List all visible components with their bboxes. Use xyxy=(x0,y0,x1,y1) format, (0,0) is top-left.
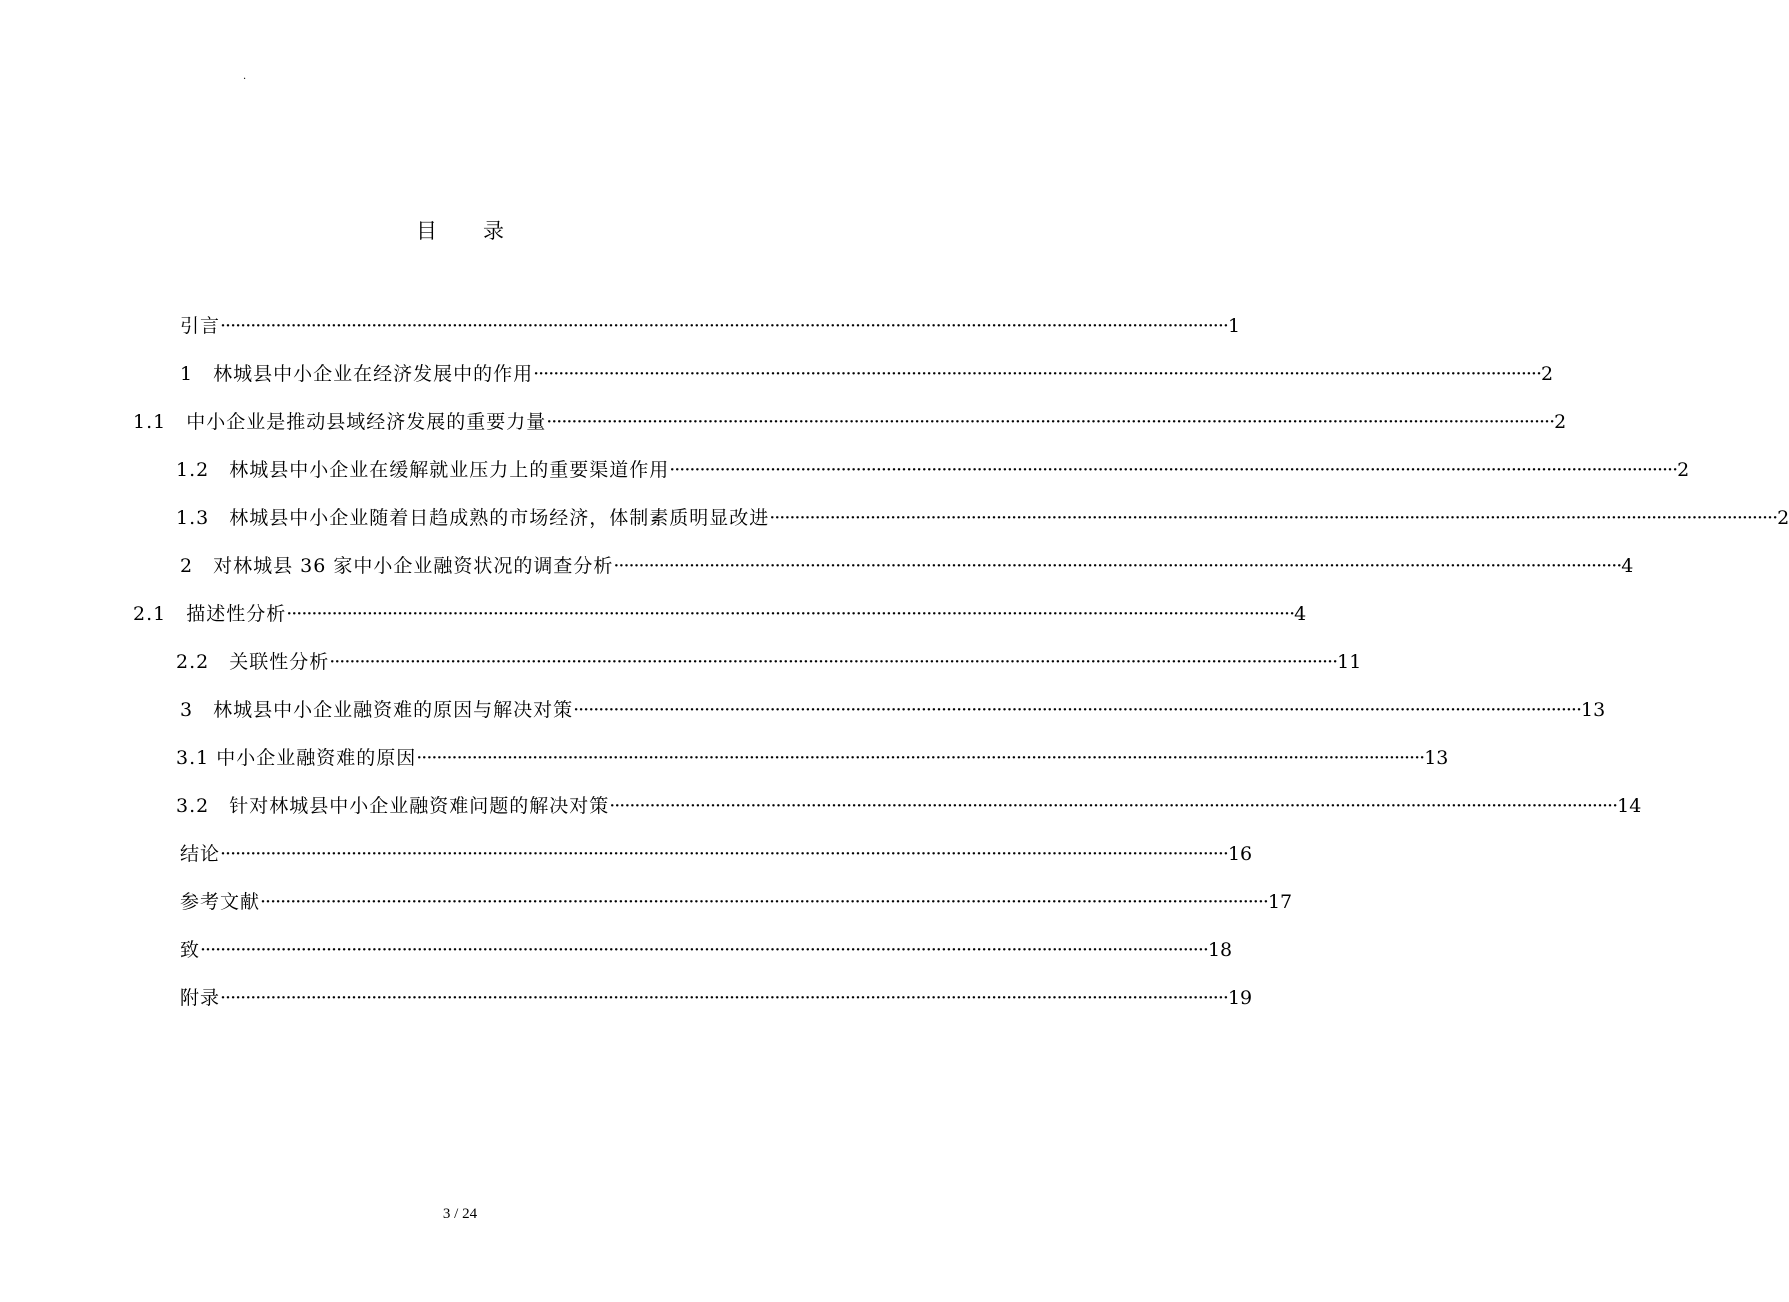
toc-entry-appendix[interactable] xyxy=(180,983,1253,1013)
toc-entry-section-2-2[interactable] xyxy=(176,647,1362,677)
toc-entry-page: 11 xyxy=(1337,651,1362,673)
toc-entry-page: 2 xyxy=(1777,507,1789,529)
toc-entry-page: 18 xyxy=(1207,939,1233,961)
toc-entry-page: 2 xyxy=(1554,411,1567,433)
toc-entry-label: 2 对林城县 36 家中小企业融资状况的调查分析 xyxy=(180,555,614,577)
toc-entry-page: 14 xyxy=(1617,795,1642,817)
toc-entry-page: 4 xyxy=(1621,555,1634,577)
toc-entry-label: 引言 xyxy=(180,315,221,337)
toc-leader-dots: ········································································································································································································ xyxy=(286,603,1295,625)
toc-leader-dots: ········································································································································································································ xyxy=(769,507,1778,529)
toc-entry-label: 参考文献 xyxy=(180,891,261,913)
page-title: 目录 xyxy=(416,219,550,243)
toc-entry-chapter-2[interactable] xyxy=(180,551,1634,581)
toc-entry-page: 16 xyxy=(1227,843,1253,865)
toc-entry-label: 1.1 中小企业是推动县域经济发展的重要力量 xyxy=(133,411,547,433)
toc-leader-dots: ········································································································································································································ xyxy=(669,459,1678,481)
toc-leader-dots: ········································································································································································································ xyxy=(609,795,1618,817)
toc-entry-conclusion[interactable] xyxy=(180,839,1253,869)
toc-entry-section-1-2[interactable] xyxy=(176,455,1690,485)
toc-entry-page: 1 xyxy=(1227,315,1241,337)
toc-entry-section-1-1[interactable] xyxy=(133,407,1567,437)
toc-entry-chapter-3[interactable] xyxy=(180,695,1606,725)
toc-entry-label: 2.1 描述性分析 xyxy=(133,603,287,625)
toc-entry-page: 2 xyxy=(1541,363,1554,385)
toc-entry-label: 2.2 关联性分析 xyxy=(176,651,330,673)
toc-entry-label: 致 xyxy=(180,939,201,961)
toc-entry-page: 17 xyxy=(1267,891,1293,913)
toc-entry-acknowledgements[interactable] xyxy=(180,935,1233,965)
toc-entry-page: 13 xyxy=(1581,699,1606,721)
toc-entry-section-1-3[interactable] xyxy=(176,503,1789,533)
toc-entry-label: 3.2 针对林城县中小企业融资难问题的解决对策 xyxy=(176,795,610,817)
toc-leader-dots: ········································································································································································································ xyxy=(260,891,1268,913)
page-number-footer: 3 / 24 xyxy=(442,1206,478,1222)
toc-entry-label: 1.3 林城县中小企业随着日趋成熟的市场经济，体制素质明显改进 xyxy=(176,507,770,529)
toc-entry-introduction[interactable] xyxy=(180,311,1241,341)
toc-leader-dots: ········································································································································································································ xyxy=(416,747,1425,769)
toc-leader-dots: ········································································································································································································ xyxy=(200,939,1208,961)
toc-entry-page: 2 xyxy=(1677,459,1690,481)
toc-leader-dots: ········································································································································································································ xyxy=(573,699,1582,721)
toc-leader-dots: ········································································································································································································ xyxy=(546,411,1555,433)
toc-entry-section-3-1[interactable] xyxy=(176,743,1449,773)
toc-entry-section-3-2[interactable] xyxy=(176,791,1642,821)
toc-entry-chapter-1[interactable] xyxy=(180,359,1554,389)
toc-entry-label: 附录 xyxy=(180,987,221,1009)
toc-leader-dots: ········································································································································································································ xyxy=(533,363,1542,385)
toc-entry-label: 1.2 林城县中小企业在缓解就业压力上的重要渠道作用 xyxy=(176,459,670,481)
toc-entry-references[interactable] xyxy=(180,887,1293,917)
toc-entry-page: 19 xyxy=(1227,987,1253,1009)
toc-entry-page: 4 xyxy=(1294,603,1307,625)
toc-leader-dots: ········································································································································································································ xyxy=(329,651,1338,673)
toc-leader-dots: ········································································································································································································ xyxy=(220,987,1228,1009)
toc-entry-label: 1 林城县中小企业在经济发展中的作用 xyxy=(180,363,534,385)
toc-entry-label: 3 林城县中小企业融资难的原因与解决对策 xyxy=(180,699,574,721)
toc-entry-page: 13 xyxy=(1424,747,1449,769)
toc-leader-dots: ········································································································································································································ xyxy=(220,843,1228,865)
toc-entry-label: 3.1 中小企业融资难的原因 xyxy=(176,747,417,769)
toc-leader-dots: ········································································································································································································ xyxy=(220,315,1228,337)
corner-dot-mark: . xyxy=(243,71,247,82)
toc-leader-dots: ········································································································································································································ xyxy=(613,555,1622,577)
toc-entry-section-2-1[interactable] xyxy=(133,599,1307,629)
toc-entry-label: 结论 xyxy=(180,843,221,865)
